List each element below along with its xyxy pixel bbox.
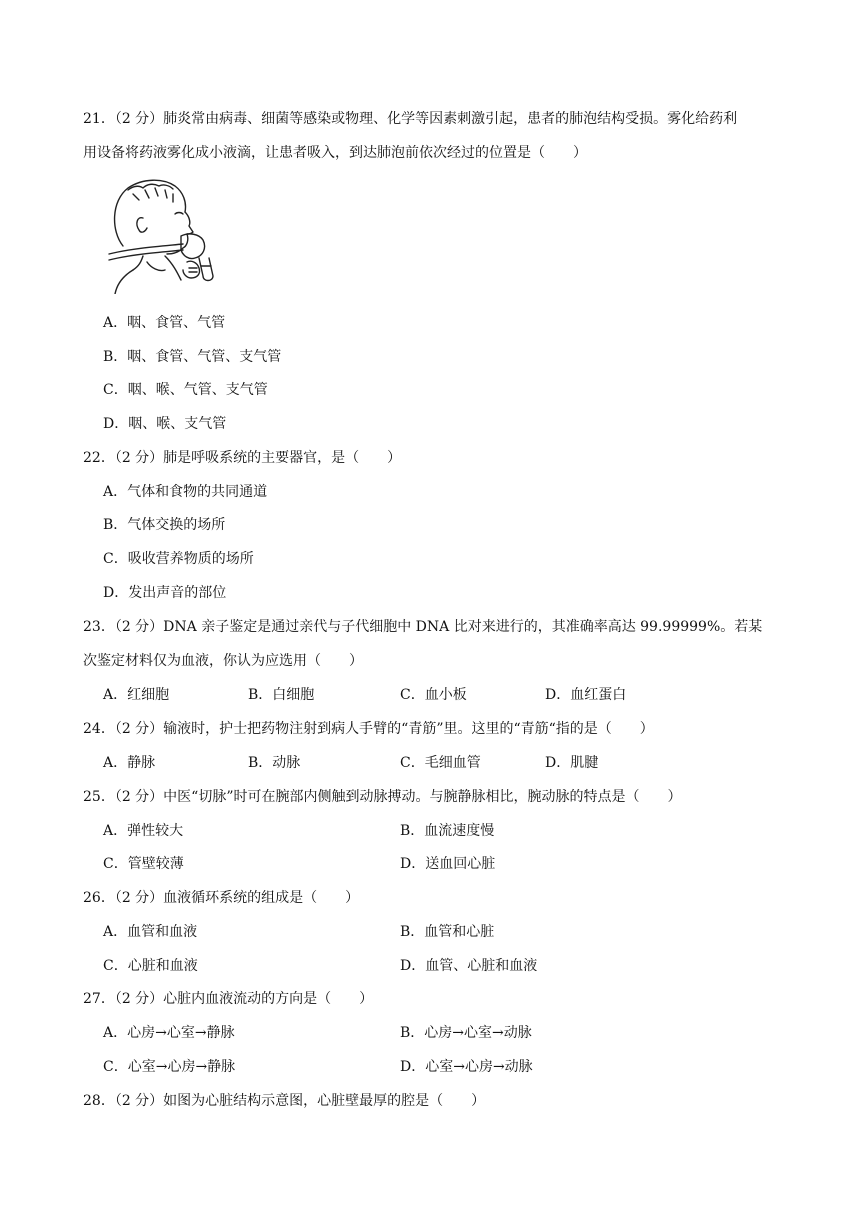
q21-option-d[interactable]: D．咽、喉、支气管 [103,416,227,432]
q23-option-c[interactable]: C．血小板 [400,687,467,703]
q24-option-b[interactable]: B．动脉 [248,755,301,771]
q21-option-b[interactable]: B．咽、食管、气管、支气管 [103,349,282,365]
q22-option-d[interactable]: D．发出声音的部位 [103,585,227,601]
q22-stem: 22．（2 分）肺是呼吸系统的主要器官，是（ ） [83,450,402,466]
q22-option-c[interactable]: C．吸收营养物质的场所 [103,551,254,567]
q27-option-d[interactable]: D．心室→心房→动脉 [400,1059,533,1075]
q23-stem-line1: 23．（2 分）DNA 亲子鉴定是通过亲代与子代细胞中 DNA 比对来进行的，其准确率高达 99.99999%。若某 [83,619,763,635]
q26-option-c[interactable]: C．心脏和血液 [103,958,198,974]
q21-stem-line2: 用设备将药液雾化成小液滴，让患者吸入，到达肺泡前依次经过的位置是（ ） [83,145,587,161]
q21-option-a[interactable]: A．咽、食管、气管 [103,315,226,331]
q22-option-b[interactable]: B．气体交换的场所 [103,517,226,533]
q26-option-a[interactable]: A．血管和血液 [103,924,198,940]
q24-stem: 24．（2 分）输液时，护士把药物注射到病人手臂的“青筋”里。这里的“青筋“指的是（ ） [83,721,654,737]
q23-option-d[interactable]: D．血红蛋白 [545,687,627,703]
q22-option-a[interactable]: A．气体和食物的共同通道 [103,484,268,500]
q27-stem: 27．（2 分）心脏内血液流动的方向是（ ） [83,991,374,1007]
q21-stem-line1: 21．（2 分）肺炎常由病毒、细菌等感染或物理、化学等因素刺激引起，患者的肺泡结构受损。雾化给药利 [83,111,738,127]
q23-option-b[interactable]: B．白细胞 [248,687,315,703]
q26-option-d[interactable]: D．血管、心脏和血液 [400,958,538,974]
q26-stem: 26．（2 分）血液循环系统的组成是（ ） [83,890,360,906]
q24-option-c[interactable]: C．毛细血管 [400,755,481,771]
nebulizer-child-illustration [103,176,223,294]
q25-stem: 25．（2 分）中医“切脉”时可在腕部内侧触到动脉搏动。与腕静脉相比，腕动脉的特点是（ ） [83,789,682,805]
q21-option-c[interactable]: C．咽、喉、气管、支气管 [103,382,268,398]
q27-option-c[interactable]: C．心室→心房→静脉 [103,1059,236,1075]
q25-option-b[interactable]: B．血流速度慢 [400,823,495,839]
nebulizer-child-icon [103,176,223,294]
q28-stem: 28．（2 分）如图为心脏结构示意图，心脏壁最厚的腔是（ ） [83,1093,486,1109]
q25-option-d[interactable]: D．送血回心脏 [400,856,496,872]
q24-option-d[interactable]: D．肌腱 [545,755,599,771]
q25-option-a[interactable]: A．弹性较大 [103,823,184,839]
q24-option-a[interactable]: A．静脉 [103,755,156,771]
q26-option-b[interactable]: B．血管和心脏 [400,924,495,940]
q25-option-c[interactable]: C．管壁较薄 [103,856,184,872]
q27-option-b[interactable]: B．心房→心室→动脉 [400,1025,532,1041]
q23-stem-line2: 次鉴定材料仅为血液，你认为应选用（ ） [83,653,363,669]
q27-option-a[interactable]: A．心房→心室→静脉 [103,1025,235,1041]
q23-option-a[interactable]: A．红细胞 [103,687,170,703]
